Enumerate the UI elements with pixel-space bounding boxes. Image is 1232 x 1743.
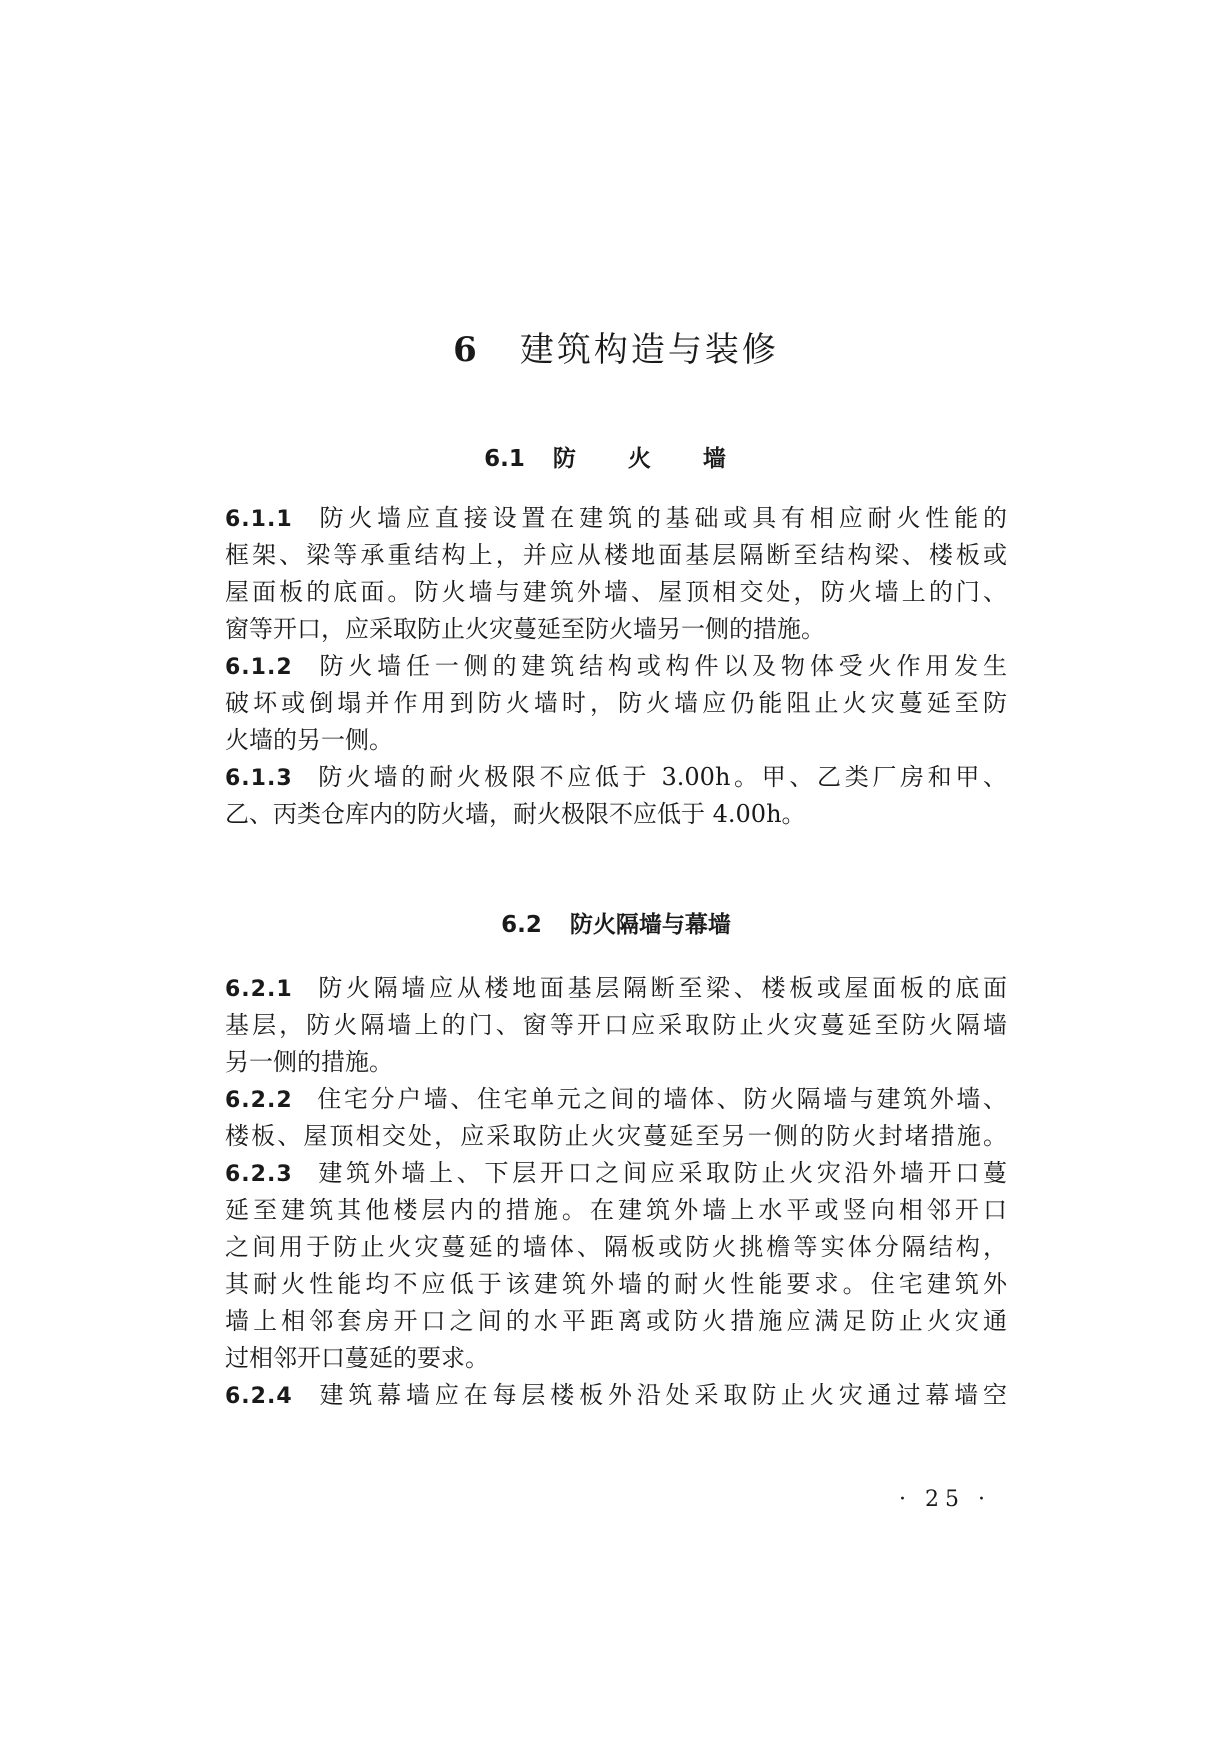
clause-text: 防火墙的耐火极限不应低于 3.00h。甲、乙类厂房和甲、: [314, 763, 1007, 791]
clause-line: 过相邻开口蔓延的要求。: [225, 1344, 489, 1372]
clause-line: 墙上相邻套房开口之间的水平距离或防火措施应满足防止火灾通: [225, 1307, 1007, 1335]
chapter-title-text: 建筑构造与装修: [519, 330, 779, 370]
clause-number: 6.2.1: [225, 977, 293, 1002]
clause-line: 另一侧的措施。: [225, 1048, 393, 1076]
section-number: 6.1: [484, 446, 525, 472]
clause-number: 6.2.2: [225, 1088, 293, 1113]
clause-line: 楼板、屋顶相交处，应采取防止火灾蔓延至另一侧的防火封堵措施。: [225, 1122, 1007, 1150]
chapter-title: [0, 322, 1232, 371]
clause-line: 窗等开口，应采取防止火灾蔓延至防火墙另一侧的措施。: [225, 615, 825, 643]
clause-number: 6.1.2: [225, 655, 293, 680]
clause-text: 防火隔墙应从楼地面基层隔断至梁、楼板或屋面板的底面: [314, 974, 1007, 1002]
clause-number: 6.1.1: [225, 507, 293, 532]
clause-text: 住宅分户墙、住宅单元之间的墙体、防火隔墙与建筑外墙、: [314, 1085, 1007, 1113]
clause-number: 6.2.3: [225, 1162, 293, 1187]
section-title: [0, 906, 1232, 939]
section-body: [225, 500, 1007, 833]
section-body: [225, 970, 1007, 1414]
clause-line: 其耐火性能均不应低于该建筑外墙的耐火性能要求。住宅建筑外: [225, 1270, 1007, 1298]
clause-line: [225, 648, 1007, 685]
clause-text: 建筑外墙上、下层开口之间应采取防止火灾沿外墙开口蔓: [314, 1159, 1007, 1187]
clause-line: [225, 1081, 1007, 1118]
chapter-number: 6: [453, 330, 480, 370]
clause-line: [225, 970, 1007, 1007]
clause-line: [225, 1377, 1007, 1414]
clause-line: 乙、丙类仓库内的防火墙，耐火极限不应低于 4.00h。: [225, 800, 806, 828]
clause-line: 火墙的另一侧。: [225, 726, 393, 754]
clause-line: 破坏或倒塌并作用到防火墙时，防火墙应仍能阻止火灾蔓延至防: [225, 689, 1007, 717]
clause-line: 基层，防火隔墙上的门、窗等开口应采取防止火灾蔓延至防火隔墙: [225, 1011, 1007, 1039]
clause-line: [225, 500, 1007, 537]
clause-line: 屋面板的底面。防火墙与建筑外墙、屋顶相交处，防火墙上的门、: [225, 578, 1007, 606]
section-title: [0, 440, 1232, 473]
clause-text: 建筑幕墙应在每层楼板外沿处采取防止火灾通过幕墙空: [314, 1381, 1007, 1409]
clause-line: [225, 1155, 1007, 1192]
section-number: 6.2: [501, 912, 542, 938]
clause-line: 延至建筑其他楼层内的措施。在建筑外墙上水平或竖向相邻开口: [225, 1196, 1007, 1224]
page-number: · 25 ·: [899, 1487, 991, 1512]
clause-text: 防火墙应直接设置在建筑的基础或具有相应耐火性能的: [314, 504, 1007, 532]
clause-line: [225, 759, 1007, 796]
section-title-text: 防 火 墙: [552, 446, 748, 472]
clause-number: 6.2.4: [225, 1384, 293, 1409]
clause-number: 6.1.3: [225, 766, 293, 791]
clause-line: 之间用于防止火灾蔓延的墙体、隔板或防火挑檐等实体分隔结构，: [225, 1233, 1007, 1261]
clause-line: 框架、梁等承重结构上，并应从楼地面基层隔断至结构梁、楼板或: [225, 541, 1007, 569]
section-title-text: 防火隔墙与幕墙: [569, 912, 731, 938]
clause-text: 防火墙任一侧的建筑结构或构件以及物体受火作用发生: [314, 652, 1007, 680]
